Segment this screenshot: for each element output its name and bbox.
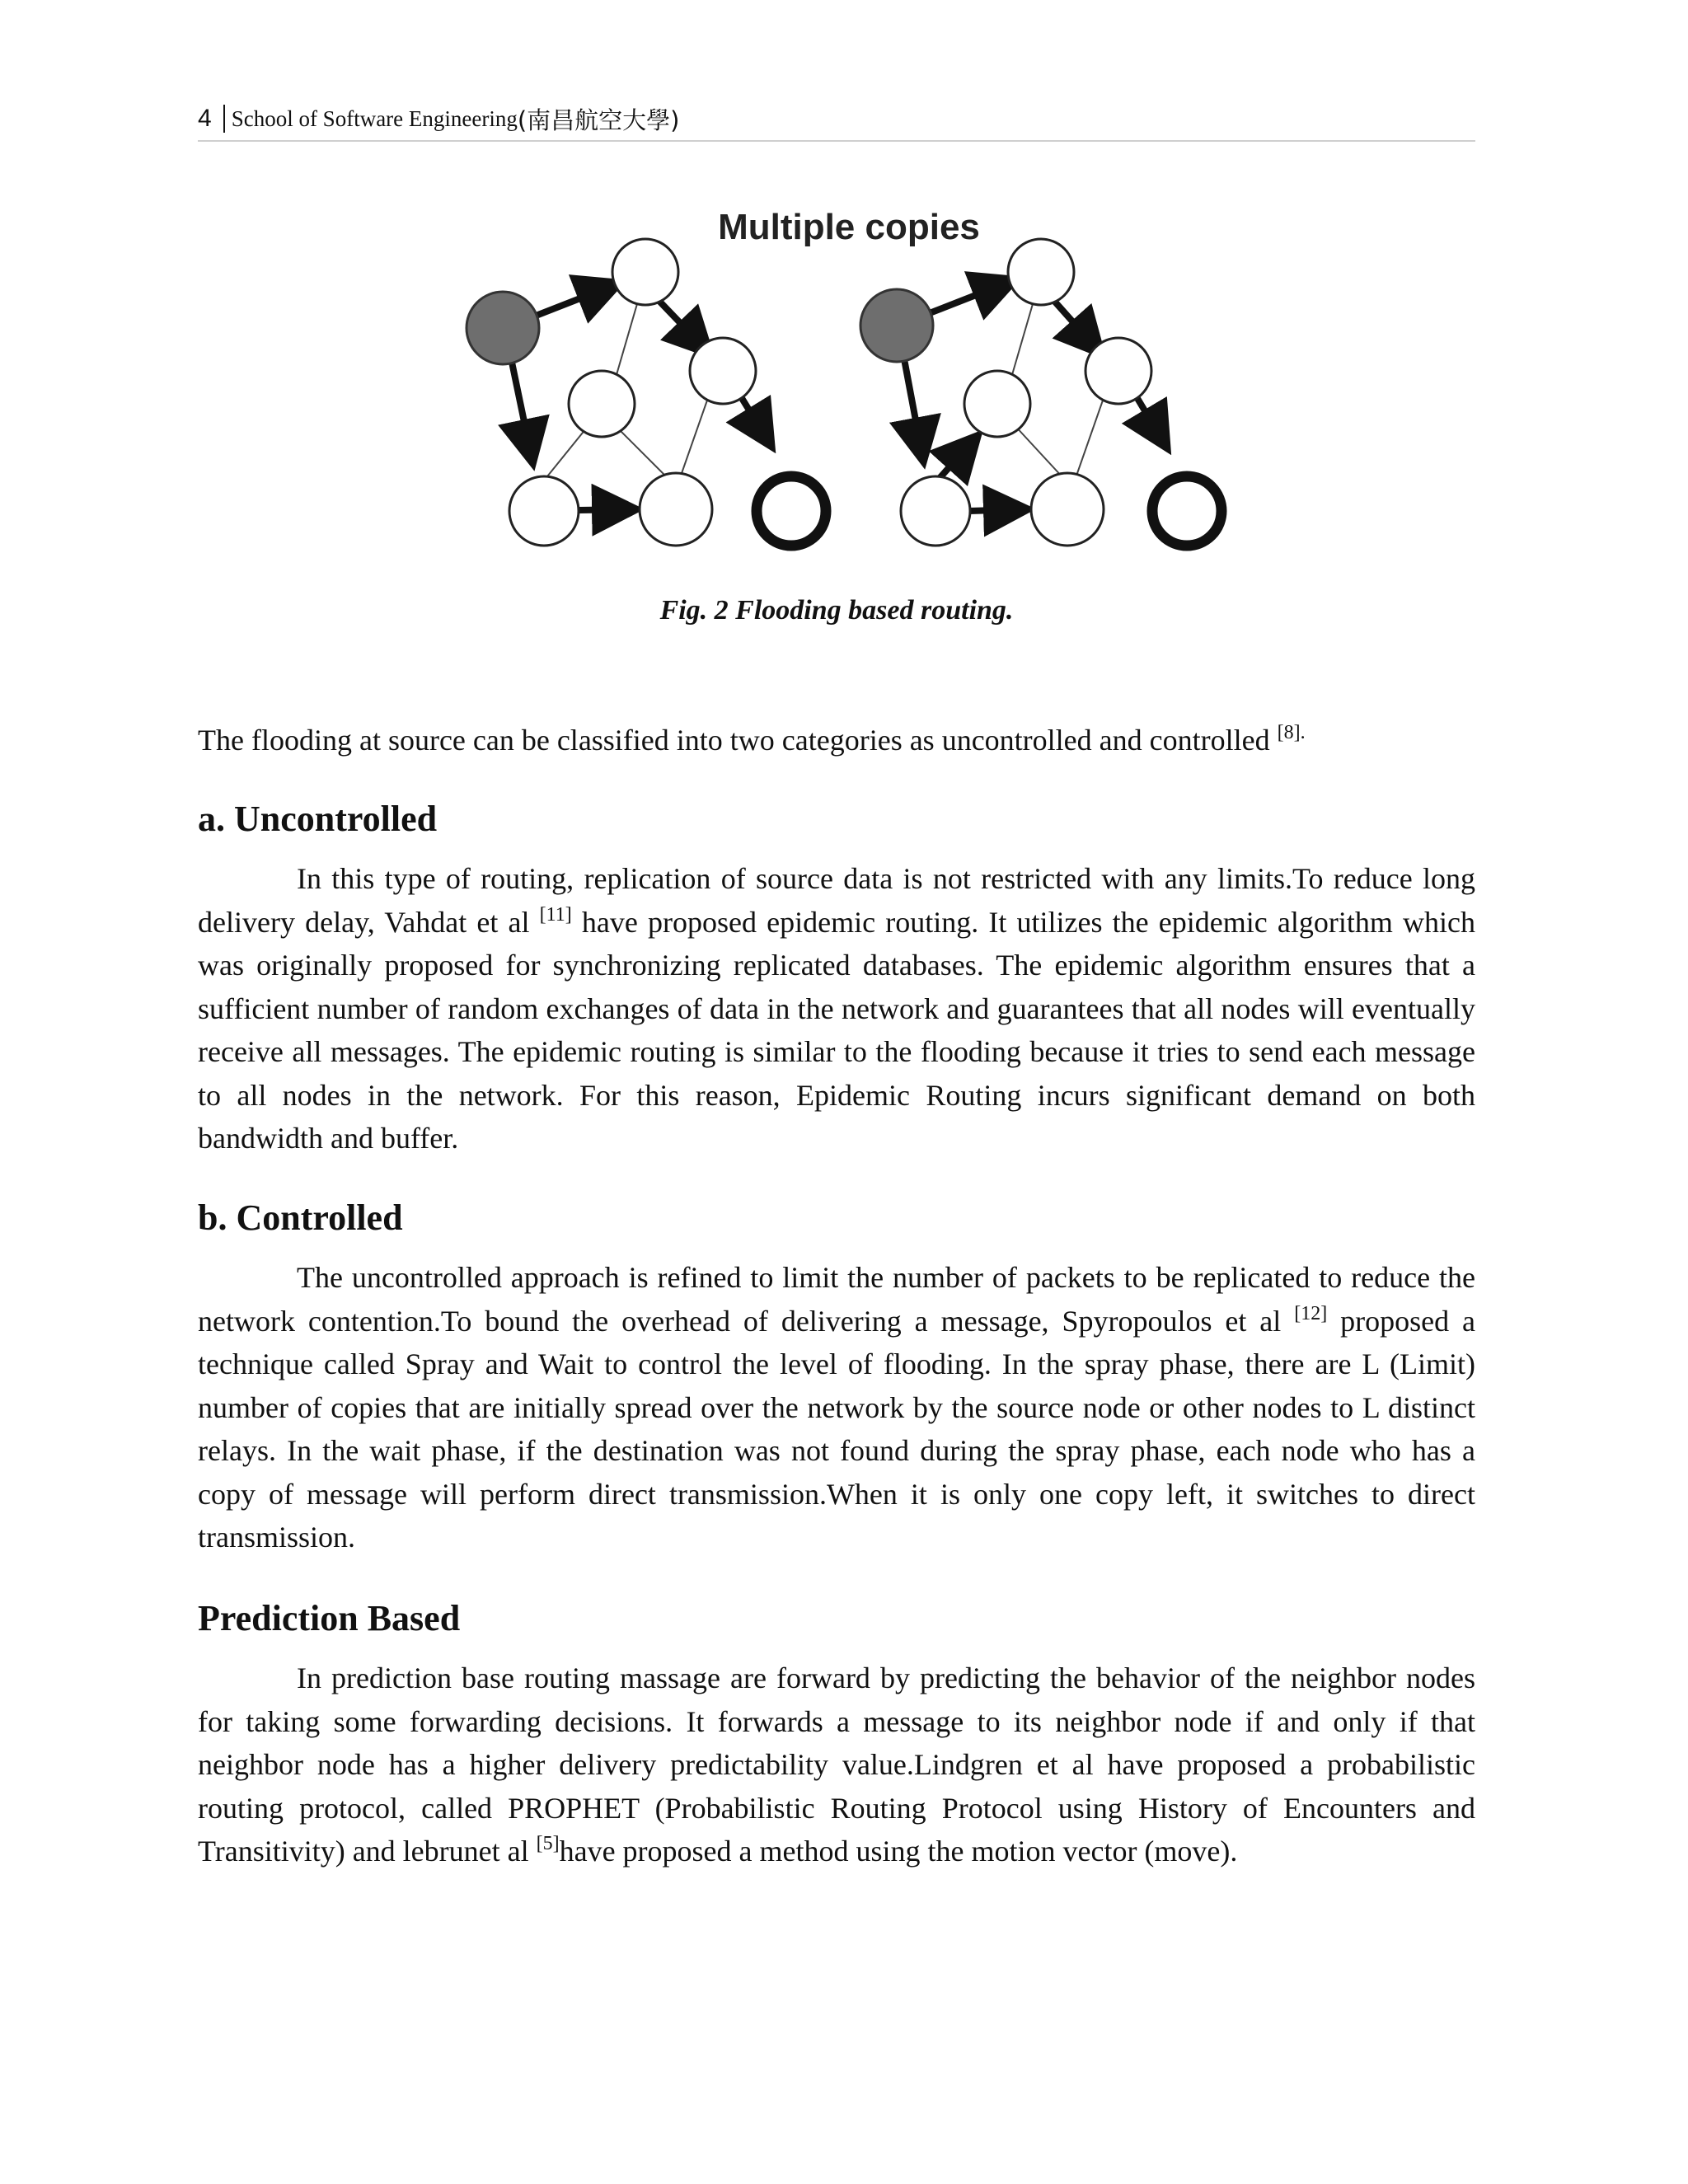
arrow-edge — [968, 509, 1026, 511]
citation: [8]. — [1277, 722, 1306, 743]
arrow-edge — [528, 284, 618, 319]
routing-diagram — [429, 198, 1253, 569]
page-number: 4 — [198, 105, 212, 132]
paragraph-text: In this type of routing, replication of source data is not restricted with any limits.To reduce long delivery delay, Vahdat et al — [198, 862, 1475, 939]
figure-title: Multiple copies — [718, 207, 980, 247]
destination-node — [757, 476, 826, 546]
intro-text: The flooding at source can be classified into two categories as uncontrolled and controlled — [198, 724, 1278, 757]
node — [1031, 473, 1104, 546]
arrow-edge — [1133, 391, 1166, 447]
edge — [1014, 424, 1063, 478]
source-node — [860, 289, 933, 362]
edge — [614, 424, 668, 478]
citation: [11] — [539, 903, 572, 926]
paragraph-text: have proposed a method using the motion vector (move). — [559, 1835, 1238, 1868]
arrow-edge — [738, 391, 771, 445]
edge — [1076, 396, 1104, 478]
arrow-edge — [940, 437, 977, 478]
heading-controlled: b. Controlled — [198, 1197, 403, 1238]
node — [964, 371, 1030, 437]
heading-uncontrolled: a. Uncontrolled — [198, 799, 438, 839]
arrow-edge — [903, 350, 923, 460]
paragraph-text: have proposed epidemic routing. It utilizes the epidemic algorithm which was originally proposed for synchronizing replicated databases. The epidemic algorithm ensures that a sufficient number of random exchanges of data in the network and guarantees that all nodes will eventually receive all messages. The epidemic routing is similar to the flooding because it tries to send each message to all nodes in the network. For this reason, Epidemic Routing incurs significant demand on both bandwidth and buffer. — [198, 905, 1475, 1155]
citation: [12] — [1294, 1302, 1328, 1324]
left-graph — [467, 239, 826, 546]
figure-flooding-routing — [429, 198, 1253, 569]
edge — [544, 424, 589, 480]
heading-prediction-based: Prediction Based — [198, 1598, 461, 1638]
edge — [614, 293, 640, 383]
node — [569, 371, 635, 437]
edge — [680, 396, 709, 478]
edge — [1010, 293, 1036, 383]
header-school: School of Software Engineering — [231, 105, 518, 131]
destination-node — [1152, 476, 1221, 546]
node — [612, 239, 678, 305]
citation: [5] — [536, 1833, 560, 1854]
paragraph-text: In prediction base routing massage are forward by predicting the behavior of the neighbor nodes for taking some forwarding decisions. It forwards a message to its neighbor node if and only if that neighbor node has a higher delivery predictability value.Lindgren et al have proposed a probabilistic routing protocol, called PROPHET (Probabilistic Routing Protocol using History of Encounters and Transitivity) and lebrunet al — [198, 1661, 1475, 1868]
paragraph-controlled — [198, 1256, 1475, 1559]
node — [690, 338, 756, 404]
header-university: (南昌航空大學) — [517, 105, 680, 134]
paragraph-prediction-based — [198, 1657, 1475, 1873]
arrow-edge — [919, 280, 1014, 317]
running-header — [198, 97, 1475, 142]
node — [1008, 239, 1074, 305]
arrow-edge — [579, 509, 635, 510]
paragraph-text: proposed a technique called Spray and Wait to control the level of flooding. In the spray phase, there are L (Limit) number of copies that are initially spread over the network by the source node or other nodes to L distinct relays. In the wait phase, if the destination was not found during the spray phase, each node who has a copy of message will perform direct transmission.When it is only one copy left, it switches to direct transmission. — [198, 1304, 1475, 1554]
arrow-edge — [509, 350, 532, 462]
node — [640, 473, 712, 546]
intro-paragraph — [198, 723, 1475, 757]
node — [509, 476, 579, 546]
figure-caption: Fig. 2 Flooding based routing. — [659, 595, 1014, 626]
node — [1085, 338, 1151, 404]
node — [901, 476, 970, 546]
paragraph-uncontrolled — [198, 857, 1475, 1160]
paragraph-text: The uncontrolled approach is refined to limit the number of packets to be replicated to reduce the network contention.To bound the overhead of delivering a message, Spyropoulos et al — [198, 1261, 1475, 1338]
right-graph — [860, 239, 1221, 546]
source-node — [467, 292, 539, 364]
header-divider — [223, 105, 225, 133]
